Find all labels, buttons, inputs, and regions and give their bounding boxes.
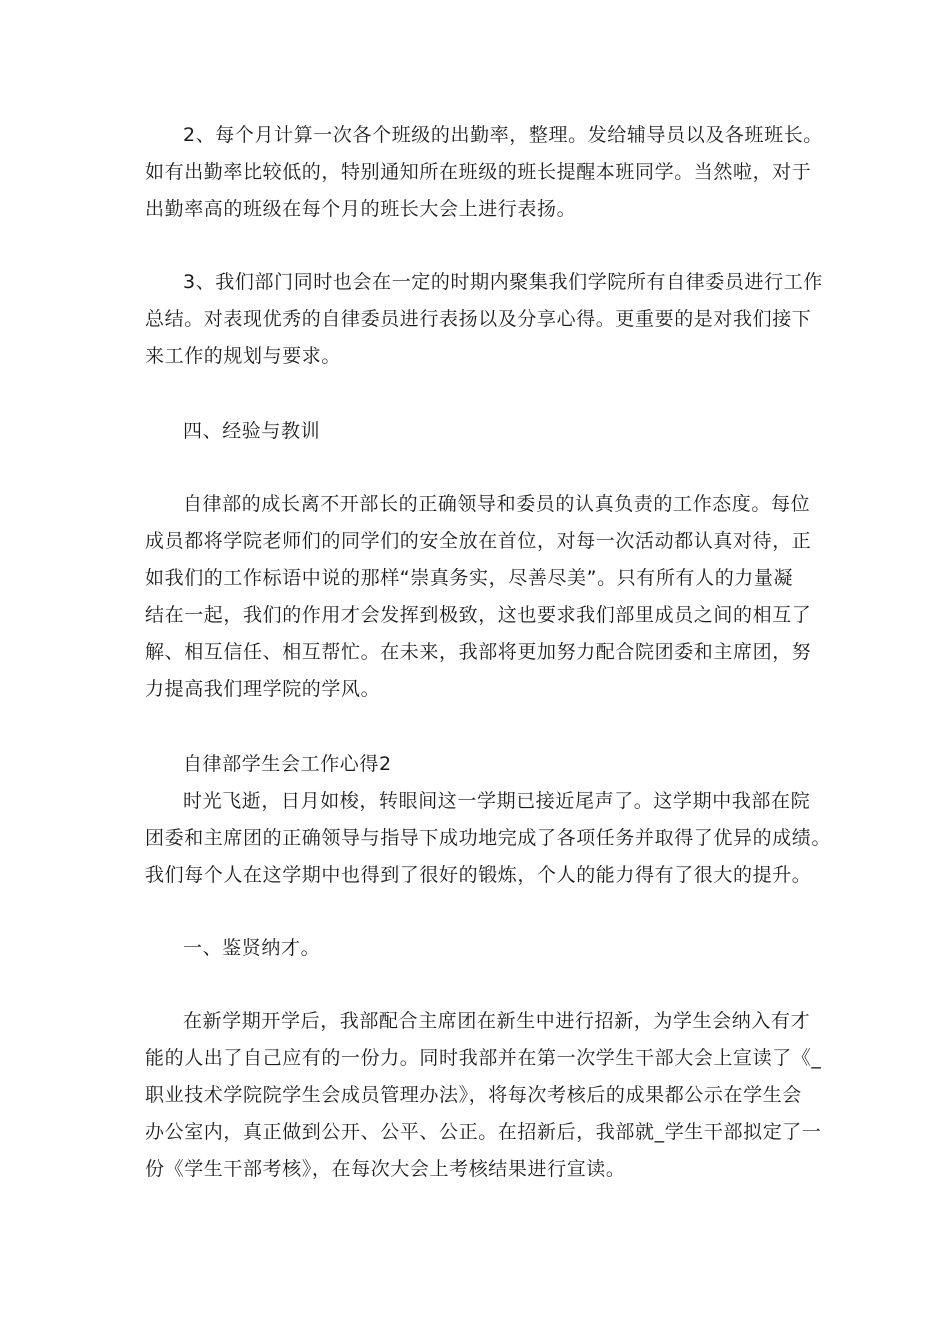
text-line: 份《学生干部考核》，在每次大会上考核结果进行宣读。 (145, 1158, 626, 1180)
text-line: 成员都将学院老师们的同学们的安全放在首位，对每一次活动都认真对待，正 (145, 530, 812, 552)
text-line: 如有出勤率比较低的，特别通知所在班级的班长提醒本班同学。当然啦，对于 (145, 161, 812, 183)
text-line: 3、我们部门同时也会在一定的时期内聚集我们学院所有自律委员进行工作 (183, 271, 823, 293)
paragraph-summary (145, 264, 825, 375)
text-line: 时光飞逝，日月如梭，转眼间这一学期已接近尾声了。这学期中我部在院 (183, 790, 811, 812)
section-heading-experience: 四、经验与教训 (183, 420, 321, 442)
text-line: 在新学期开学后，我部配合主席团在新生中进行招新，为学生会纳入有才 (183, 1010, 811, 1032)
text-line: 我们每个人在这学期中也得到了很好的锻炼，个人的能力得有了很大的提升。 (145, 864, 812, 886)
article-title: 自律部学生会工作心得2 (183, 753, 392, 775)
text-line: 职业技术学院院学生会成员管理办法》，将每次考核后的成果都公示在学生会 (145, 1084, 802, 1106)
text-line: 办公室内，真正做到公开、公平、公正。在招新后，我部就_学生干部拟定了一 (145, 1121, 822, 1143)
paragraph-attendance (145, 117, 825, 228)
paragraph-growth (145, 486, 825, 708)
text-line: 出勤率高的班级在每个月的班长大会上进行表扬。 (145, 198, 577, 220)
text-line: 能的人出了自己应有的一份力。同时我部并在第一次学生干部大会上宣读了《_ (145, 1047, 822, 1069)
text-line: 总结。对表现优秀的自律委员进行表扬以及分享心得。更重要的是对我们接下 (145, 308, 812, 330)
paragraph-recruit (145, 1003, 825, 1188)
text-line: 解、相互信任、相互帮忙。在未来，我部将更加努力配合院团委和主席团，努 (145, 641, 812, 663)
text-line: 力提高我们理学院的学风。 (145, 678, 381, 700)
section-heading-recruit: 一、鉴贤纳才。 (183, 937, 321, 959)
text-line: 如我们的工作标语中说的那样“崇真务实，尽善尽美”。只有所有人的力量凝 (145, 567, 794, 589)
text-line: 自律部的成长离不开部长的正确领导和委员的认真负责的工作态度。每位 (183, 493, 811, 515)
paragraph-intro (145, 783, 832, 894)
text-line: 团委和主席团的正确领导与指导下成功地完成了各项任务并取得了优异的成绩。 (145, 827, 832, 849)
text-line: 2、每个月计算一次各个班级的出勤率，整理。发给辅导员以及各班班长。 (183, 124, 823, 146)
text-line: 来工作的规划与要求。 (145, 345, 342, 367)
text-line: 结在一起，我们的作用才会发挥到极致，这也要求我们部里成员之间的相互了 (145, 604, 812, 626)
